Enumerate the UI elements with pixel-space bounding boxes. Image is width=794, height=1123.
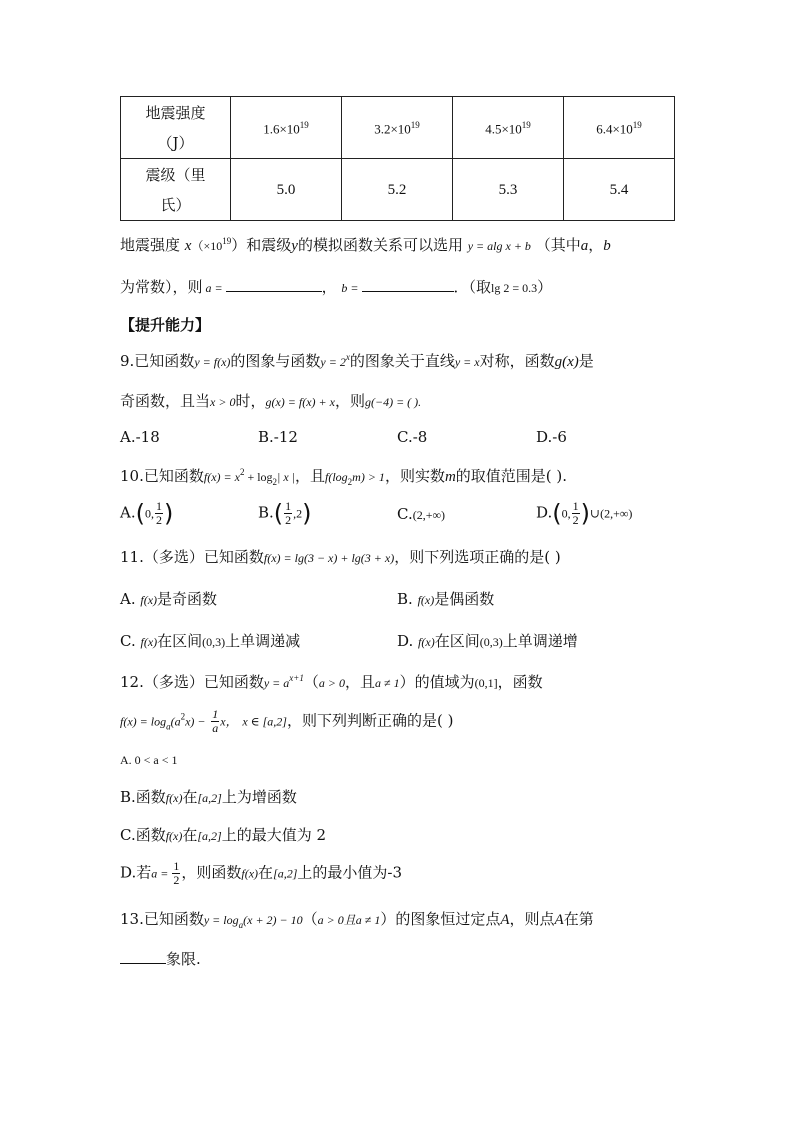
table-cell: $3.2\times 10^{19}$ [342, 97, 453, 159]
question-9-line-1: 9.已知函数y = f(x)的图象与函数$y = 2^x$的图象关于直线y = x对称，函数g(x)是 [120, 352, 594, 370]
question-10-option-d[interactable]: D.(0, $\frac{1}{2}$ )∪(2,+∞) [536, 499, 633, 528]
table-cell: 5.0 [231, 159, 342, 221]
table-row-label: 地震强度 （J） [121, 97, 231, 159]
intro-line-2: 为常数），则 a = ， b = ．（取lg 2 = 0.3） [120, 278, 553, 296]
intro-line-1: 地震强度 $x(\times 10^{19})$和震级y的模拟函数关系可以选用 y = alg x + b （其中a，b [120, 236, 611, 254]
question-12-stem-line-2: $f(x) = \log_a(a^2x)$ − $\frac{1}{a}$ x， x ∈ [a,2]，则下列判断正确的是( ) [120, 707, 454, 735]
question-12-option-d[interactable]: D.若a = $\frac{1}{2}$ ，则函数f(x)在[a,2]上的最小值为-3 [120, 859, 403, 887]
answer-blank-quadrant[interactable] [120, 949, 166, 964]
table-row-label: 震级（里 氏） [121, 159, 231, 221]
table-cell: $4.5\times 10^{19}$ [453, 97, 564, 159]
question-11-stem: 11.（多选）已知函数f(x) = lg(3 − x) + lg(3 + x)，则下列选项正确的是( ) [120, 548, 561, 566]
table-cell: 5.2 [342, 159, 453, 221]
question-11-option-c[interactable]: C. f(x)在区间(0,3)上单调递减 [120, 632, 301, 650]
table-cell: $6.4\times 10^{19}$ [564, 97, 675, 159]
question-13-stem-line-2: 象限. [120, 948, 201, 969]
table-cell: $1.6\times 10^{19}$ [231, 97, 342, 159]
question-11-option-b[interactable]: B. f(x)是偶函数 [397, 590, 495, 608]
question-9-option-d[interactable]: D.-6 [536, 428, 567, 446]
question-9-option-b[interactable]: B.-12 [258, 428, 298, 446]
question-9-option-a[interactable]: A.-18 [120, 428, 160, 446]
earthquake-table [120, 96, 675, 221]
question-10-option-b[interactable]: B.( $\frac{1}{2}$ ,2) [258, 499, 312, 528]
section-title: 【提升能力】 [120, 316, 211, 334]
question-10-option-a[interactable]: A.(0, $\frac{1}{2}$ ) [120, 499, 174, 528]
question-9-option-c[interactable]: C.-8 [397, 428, 428, 446]
question-12-option-c[interactable]: C.函数f(x)在[a,2]上的最大值为 2 [120, 826, 327, 844]
question-11-option-a[interactable]: A. f(x)是奇函数 [120, 590, 218, 608]
table-cell: 5.3 [453, 159, 564, 221]
question-12-option-a[interactable]: A. 0 < a < 1 [120, 753, 178, 767]
table-row [121, 159, 675, 221]
question-11-option-d[interactable]: D. f(x)在区间(0,3)上单调递增 [397, 632, 578, 650]
question-9-line-2: 奇函数，且当x > 0时，g(x) = f(x) + x，则g(−4) = ( ). [120, 392, 422, 410]
answer-blank-b[interactable] [362, 277, 454, 292]
table-row [121, 97, 675, 159]
question-10-stem: 10.已知函数$f(x) = x^2 + \log_2|$ x |，且$f(\log_2m) > 1$，则实数m的取值范围是( ). [120, 467, 568, 487]
question-13-stem-line-1: 13.已知函数$y = \log_a(x + 2) - 10(a > 0$且a ≠ 1）的图象恒过定点A，则点A在第 [120, 910, 594, 930]
question-12-stem-line-1: 12.（多选）已知函数$y = a^{x+1}(a > 0$，且a ≠ 1）的值域为(0,1]，函数 [120, 673, 543, 691]
answer-blank-a[interactable] [226, 277, 322, 292]
question-10-option-c[interactable]: C.(2,+∞) [397, 505, 446, 523]
question-12-option-b[interactable]: B.函数f(x)在[a,2]上为增函数 [120, 788, 297, 806]
table-cell: 5.4 [564, 159, 675, 221]
